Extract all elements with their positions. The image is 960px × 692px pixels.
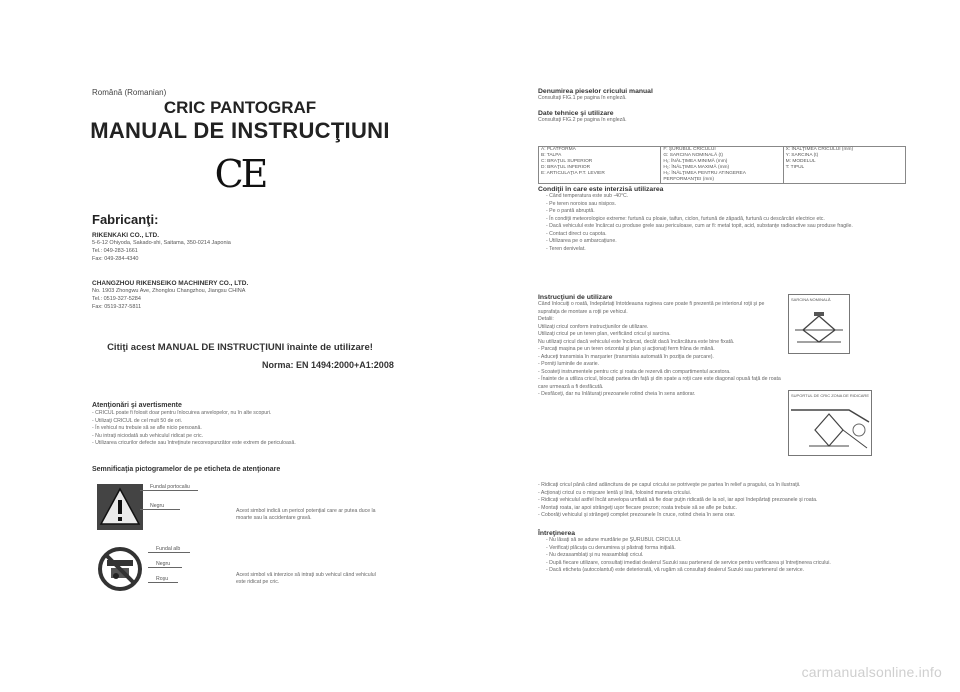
instruction-item: - Desfăceţi, dar nu înlăturaţi prezoanele rotind cheia în sens antiorar. — [538, 391, 696, 397]
instruction-item: Utilizaţi cricul conform instrucţiunilor de utilizare. — [538, 323, 649, 330]
spec-col2: F: ŞURUBUL CRICULUI G: SARCINA NOMINALĂ (t) H₁: ÎNĂLŢIMEA MINIMĂ (mm) H₂: ÎNĂLŢIMEA MAXIMĂ (mm) H₃: ÎNĂLŢIMEA PENTRU ATINGEREA PERFORMANŢEI (mm) — [661, 147, 783, 184]
instructions-continued — [538, 482, 908, 520]
condition-item: - Când temperatura este sub -40°C. — [546, 193, 629, 199]
pictogram1-description: Acest simbol indică un pericol potenţial care ar putea duce la moarte sau la accidentare gravă. — [236, 508, 376, 521]
fig1-label: SARCINA NOMINALĂ — [791, 297, 831, 302]
instruction-item: Când înlocuiţi o roată, îndepărtaţi întotdeauna ruginea care poate fi prezentă pe interiorul roţii şi pe suprafaţa de montare a roţii pe vehicul. — [538, 301, 765, 315]
instruction-item: - Ridicaţi cricul până când adâncitura de pe capul cricului se potriveşte pe partea în relief a pragului, ca în ilustraţii. — [538, 482, 801, 488]
jack-under-car-icon — [789, 400, 871, 454]
maintenance-item: - După fiecare utilizare, consultaţi imediat dealerul Suzuki sau partenerul de service pentru verificarea şi întreţinerea cricului. — [546, 559, 831, 566]
tech-heading: Date tehnice şi utilizare — [538, 110, 614, 117]
instruction-item: - Înainte de a utiliza cricul, blocaţi partea din faţă şi din spate a roţii care este diagonal opusă faţă de roata care urmează a fi desfăcută. — [538, 376, 781, 390]
jack-icon — [789, 304, 849, 352]
company1-address: 5-6-12 Ohiyoda, Sakado-shi, Saitama, 350-0214 Japonia — [92, 240, 231, 246]
jack-figure-2 — [788, 390, 872, 456]
pictogram2-red-label: Roşu — [156, 576, 169, 582]
pictogram2-fg-label: Negru — [156, 561, 171, 567]
watermark: carmanualsonline.info — [801, 664, 942, 680]
instruction-item: - Montaţi roata, iar apoi strângeţi uşor fiecare prezon; roata trebuie să se afle pe butuc. — [538, 504, 737, 511]
warning-item: - CRICUL poate fi folosit doar pentru înlocuirea anvelopelor, nu în alte scopuri. — [92, 410, 272, 416]
company2-block — [92, 280, 248, 311]
instructions-heading: Instrucţiuni de utilizare — [538, 294, 613, 301]
instruction-item: - Acţionaţi cricul cu o mişcare lentă şi lină, folosind maneta cricului. — [538, 489, 692, 496]
company1-fax: Fax: 049-284-4340 — [92, 256, 139, 262]
maintenance-item: - Nu lăsaţi să se adune murdărie pe ŞURUBUL CRICULUI. — [546, 537, 682, 543]
title-line2: MANUAL DE INSTRUCŢIUNI — [90, 118, 390, 143]
condition-item: - Pe teren noroios sau nisipos. — [546, 200, 617, 207]
instruction-item: - Coborâţi vehiculul şi strângeţi complet prezoanele în cruce, rotind cheia în sens orar. — [538, 512, 736, 518]
maintenance-section — [538, 530, 908, 575]
no-entry-under-vehicle-icon — [97, 546, 143, 592]
title-line1: CRIC PANTOGRAF — [163, 98, 317, 117]
pictogram1-bg-label: Fundal portocaliu — [150, 484, 190, 490]
manufacturers-heading: Fabricanţi: — [92, 212, 159, 227]
parts-section — [538, 88, 653, 101]
instruction-item: - Porniţi luminile de avarie. — [538, 361, 600, 367]
pictogram1-labels — [148, 484, 198, 510]
instruction-item: - Ridicaţi vehiculul astfel încât anvelopa umflată să fie doar puţin ridicată de la sol, iar apoi îndepărtaţi prezoanele şi roata. — [538, 497, 818, 503]
company2-fax: Fax: 0519-327-5811 — [92, 304, 142, 310]
pictogram2-bg-label: Fundal alb — [156, 546, 181, 552]
warning-item: - Nu intraţi niciodată sub vehiculul ridicat pe cric. — [92, 432, 204, 439]
tech-section — [538, 110, 627, 123]
warnings-section — [92, 402, 392, 448]
pictogram1-fg-label: Negru — [150, 503, 165, 509]
warning-item: - Utilizaţi CRICUL de cel mult 50 de ori. — [92, 417, 183, 424]
read-notice: Citiţi acest MANUAL DE INSTRUCŢIUNI înainte de utilizare! — [107, 342, 373, 353]
company1-block — [92, 232, 231, 263]
company2-tel: Tel.: 0519-327-5284 — [92, 296, 141, 302]
pictogram-heading: Semnificaţia pictogramelor de pe eticheta de atenţionare — [92, 466, 281, 473]
warnings-heading: Atenţionări şi avertismente — [92, 402, 182, 409]
instruction-item: - Parcaţi maşina pe un teren orizontal şi plan şi acţionaţi ferm frâna de mână. — [538, 346, 715, 352]
language-label: Română (Romanian) — [92, 88, 167, 97]
fig2-label-left: SUPORTUL DE CRIC — [791, 393, 831, 398]
condition-item: - Contact direct cu capota. — [546, 230, 607, 237]
jack-figure-1 — [788, 294, 850, 354]
norma-label: Norma: EN 1494:2000+A1:2008 — [262, 360, 394, 370]
instruction-item: Utilizaţi cricul pe un teren plan, verificând cricul şi sarcina. — [538, 331, 671, 337]
spec-col3: X: ÎNĂLŢIMEA CRICULUI (mm) Y: SARCINA (t) M: MODELUL T: TIPUL — [783, 147, 905, 184]
spec-col1: A: PLATFORMA B: TALPA C: BRAŢUL SUPERIOR D: BRAŢUL INFERIOR E: ARTICULAŢIA P.T. LEVIER — [539, 147, 661, 184]
tech-ref: Consultaţi FIG.2 pe pagina în engleză. — [538, 117, 627, 123]
table-row — [539, 147, 906, 184]
maintenance-item: - Nu dezasamblaţi şi nu reasamblaţi cricul. — [546, 552, 644, 558]
condition-item: - În condiţii meteorologice extreme: furtună cu ploaie, taifun, ciclon, furtună de zăpadă, furtună cu descărcări electrice etc. — [546, 215, 825, 222]
fig2-label-right: ZONA DE RIDICARE — [831, 393, 869, 398]
conditions-section — [538, 186, 908, 253]
pictogram2-description: Acest simbol vă interzice să intraţi sub vehicul când vehiculul este ridicat pe cric. — [236, 572, 376, 585]
warning-triangle-icon — [97, 484, 143, 530]
condition-item: - Utilizarea pe o ambarcaţiune. — [546, 238, 617, 244]
instruction-item: Nu utilizaţi cricul dacă vehiculul este încărcat, decât dacă încărcătura este bine fixată. — [538, 338, 735, 345]
condition-item: - Teren denivelat. — [546, 245, 586, 252]
warning-item: - Utilizarea cricurilor defecte sau întreţinute necorespunzător este extrem de periculoasă. — [92, 440, 296, 446]
company1-tel: Tel.: 049-283-1661 — [92, 248, 138, 254]
condition-item: - Pe o pantă abruptă. — [546, 208, 595, 214]
instruction-item: - Aduceţi transmisia în marşarier (transmisia automată în poziţia de parcare). — [538, 353, 714, 360]
maintenance-item: - Dacă eticheta (autocolantul) este deteriorată, vă rugăm să consultaţi dealerul Suzuki sau partenerul de service. — [546, 567, 805, 573]
spec-table — [538, 146, 906, 184]
ce-mark-icon: CE — [214, 152, 266, 196]
maintenance-heading: Întreţinerea — [538, 530, 576, 537]
conditions-heading: Condiţii în care este interzisă utilizarea — [538, 186, 664, 193]
warning-item: - În vehicul nu trebuie să se afle nicio persoană. — [92, 425, 202, 431]
maintenance-item: - Verificaţi plăcuţa cu denumirea şi păstraţi forma iniţială. — [546, 544, 676, 551]
company1-name: RIKENKAKI CO., LTD. — [92, 232, 160, 239]
instruction-item: Detalii: — [538, 316, 554, 322]
instructions-section — [538, 294, 782, 399]
instruction-item: - Scoateţi instrumentele pentru cric şi roata de rezervă din compartimentul acestora. — [538, 368, 731, 375]
condition-item: - Dacă vehiculul este încărcat cu produse grele sau periculoase, cum ar fi: metal topit, acid, substanţe radioactive sau produse fragile. — [546, 223, 853, 229]
parts-heading: Denumirea pieselor cricului manual — [538, 88, 653, 95]
parts-ref: Consultaţi FIG.1 pe pagina în engleză. — [538, 95, 627, 101]
company2-name: CHANGZHOU RIKENSEIKO MACHINERY CO., LTD. — [92, 280, 249, 287]
company2-address: No. 1903 Zhongwu Ave, Zhonglou Changzhou, Jiangsu CHINA — [92, 288, 246, 294]
pictogram2-labels — [148, 546, 190, 583]
